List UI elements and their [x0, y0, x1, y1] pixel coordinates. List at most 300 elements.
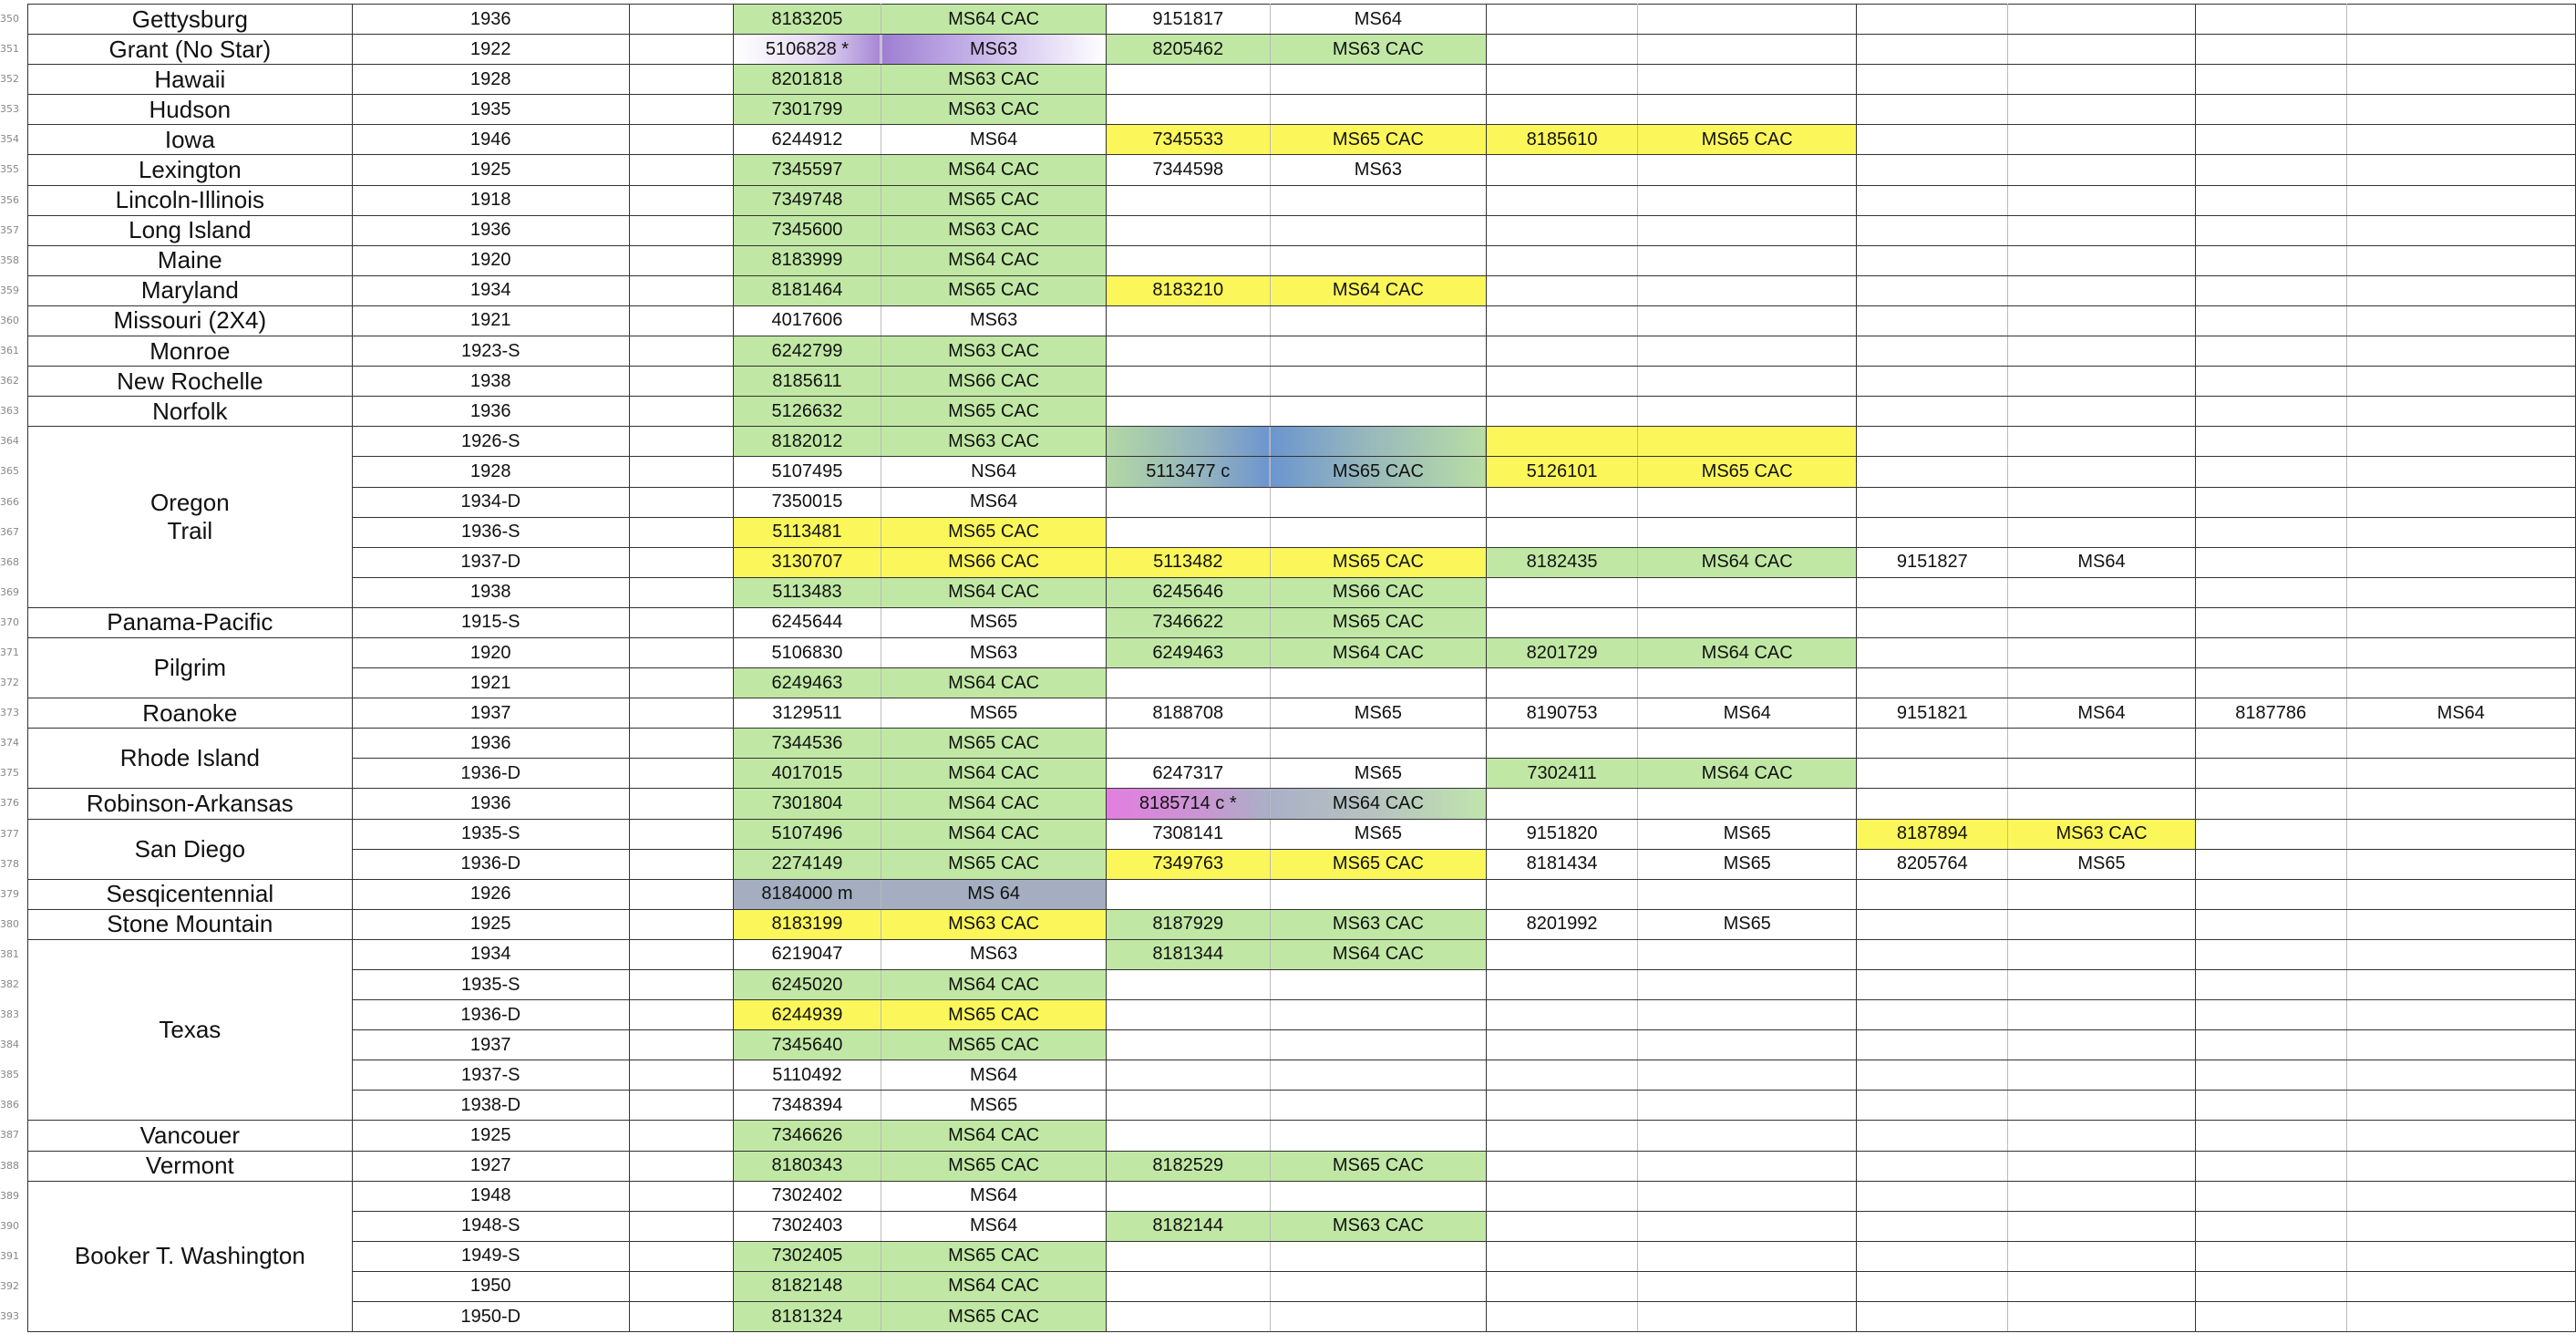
- grade-cell[interactable]: [2346, 1302, 2575, 1332]
- cert-number-cell[interactable]: 7346626: [733, 1121, 881, 1151]
- empty-cell[interactable]: [629, 698, 733, 729]
- grade-cell[interactable]: [2346, 577, 2575, 607]
- commemorative-name-cell[interactable]: [28, 1181, 353, 1331]
- grade-cell[interactable]: [1637, 879, 1857, 909]
- cert-number-cell[interactable]: [1487, 1030, 1638, 1060]
- grade-cell[interactable]: [2346, 1121, 2575, 1151]
- row-number[interactable]: 362: [0, 375, 19, 388]
- year-cell[interactable]: 1937: [352, 1030, 629, 1060]
- row-number[interactable]: 383: [0, 1008, 19, 1021]
- cert-number-cell[interactable]: [2195, 970, 2346, 1000]
- grade-cell[interactable]: MS64: [881, 1181, 1107, 1211]
- cert-number-cell[interactable]: [1106, 1271, 1270, 1301]
- grade-cell[interactable]: MS63 CAC: [881, 909, 1107, 939]
- cert-number-cell[interactable]: 5113482: [1106, 547, 1270, 577]
- grade-cell[interactable]: MS63 CAC: [881, 427, 1107, 457]
- cert-number-cell[interactable]: [1106, 1121, 1270, 1151]
- cert-number-cell[interactable]: [1857, 637, 2008, 667]
- cert-number-cell[interactable]: [1106, 245, 1270, 275]
- grade-cell[interactable]: [2346, 487, 2575, 517]
- grade-cell[interactable]: [2008, 5, 2196, 35]
- grade-cell[interactable]: [2346, 1000, 2575, 1030]
- cert-number-cell[interactable]: [2195, 1000, 2346, 1030]
- cert-number-cell[interactable]: 9151820: [1487, 819, 1638, 849]
- year-cell[interactable]: 1936: [352, 397, 629, 427]
- cert-number-cell[interactable]: 8181324: [733, 1302, 881, 1332]
- cert-number-cell[interactable]: 8187894: [1857, 819, 2008, 849]
- year-cell[interactable]: 1934-D: [352, 487, 629, 517]
- empty-cell[interactable]: [629, 759, 733, 789]
- grade-cell[interactable]: [1637, 185, 1857, 215]
- cert-number-cell[interactable]: [2195, 215, 2346, 245]
- row-number[interactable]: 375: [0, 767, 19, 780]
- empty-cell[interactable]: [629, 577, 733, 607]
- cert-number-cell[interactable]: [2195, 275, 2346, 305]
- grade-cell[interactable]: MS64: [1637, 698, 1857, 729]
- grade-cell[interactable]: [2346, 607, 2575, 637]
- year-cell[interactable]: 1918: [352, 185, 629, 215]
- grade-cell[interactable]: MS65 CAC: [1270, 607, 1487, 637]
- cert-number-cell[interactable]: 9151817: [1106, 5, 1270, 35]
- cert-number-cell[interactable]: 8205764: [1857, 849, 2008, 879]
- grade-cell[interactable]: MS65: [1270, 759, 1487, 789]
- grade-cell[interactable]: MS64 CAC: [881, 245, 1107, 275]
- grade-cell[interactable]: [1637, 155, 1857, 185]
- empty-cell[interactable]: [629, 185, 733, 215]
- grade-cell[interactable]: [1637, 336, 1857, 367]
- cert-number-cell[interactable]: 7344598: [1106, 155, 1270, 185]
- cert-number-cell[interactable]: 8187929: [1106, 909, 1270, 939]
- cert-number-cell[interactable]: [1487, 970, 1638, 1000]
- cert-number-cell[interactable]: [1106, 305, 1270, 336]
- cert-number-cell[interactable]: [1106, 970, 1270, 1000]
- cert-number-cell[interactable]: [1857, 1211, 2008, 1241]
- cert-number-cell[interactable]: [1857, 789, 2008, 819]
- grade-cell[interactable]: [1637, 970, 1857, 1000]
- row-number[interactable]: 359: [0, 284, 19, 296]
- cert-number-cell[interactable]: 5106830: [733, 637, 881, 667]
- cert-number-cell[interactable]: [2195, 35, 2346, 65]
- cert-number-cell[interactable]: 8201729: [1487, 637, 1638, 667]
- row-number[interactable]: 361: [0, 345, 19, 357]
- grade-cell[interactable]: MS66 CAC: [881, 367, 1107, 397]
- cert-number-cell[interactable]: [2195, 729, 2346, 759]
- cert-number-cell[interactable]: 5106828 *: [733, 35, 881, 65]
- grade-cell[interactable]: MS65 CAC: [1270, 1151, 1487, 1181]
- row-number[interactable]: 388: [0, 1159, 19, 1172]
- grade-cell[interactable]: [2008, 729, 2196, 759]
- grade-cell[interactable]: [2008, 1091, 2196, 1121]
- empty-cell[interactable]: [629, 909, 733, 939]
- year-cell[interactable]: 1937-S: [352, 1060, 629, 1091]
- cert-number-cell[interactable]: [1857, 668, 2008, 698]
- year-cell[interactable]: 1936-D: [352, 759, 629, 789]
- empty-cell[interactable]: [629, 1151, 733, 1181]
- cert-number-cell[interactable]: [1857, 1091, 2008, 1121]
- row-number[interactable]: 354: [0, 133, 19, 146]
- empty-cell[interactable]: [629, 5, 733, 35]
- commemorative-name-cell[interactable]: [28, 729, 353, 789]
- grade-cell[interactable]: MS65 CAC: [1270, 457, 1487, 487]
- cert-number-cell[interactable]: 7302405: [733, 1241, 881, 1271]
- cert-number-cell[interactable]: [1487, 305, 1638, 336]
- cert-number-cell[interactable]: [1106, 487, 1270, 517]
- row-number[interactable]: 390: [0, 1219, 19, 1232]
- cert-number-cell[interactable]: [1487, 487, 1638, 517]
- grade-cell[interactable]: [1637, 35, 1857, 65]
- grade-cell[interactable]: [2346, 1271, 2575, 1301]
- cert-number-cell[interactable]: 6249463: [1106, 637, 1270, 667]
- cert-number-cell[interactable]: [2195, 577, 2346, 607]
- grade-cell[interactable]: MS65 CAC: [881, 1302, 1107, 1332]
- cert-number-cell[interactable]: [1487, 245, 1638, 275]
- cert-number-cell[interactable]: 4017606: [733, 305, 881, 336]
- grade-cell[interactable]: [1270, 668, 1487, 698]
- cert-number-cell[interactable]: [1487, 5, 1638, 35]
- empty-cell[interactable]: [629, 305, 733, 336]
- grade-cell[interactable]: [2008, 155, 2196, 185]
- grade-cell[interactable]: [2346, 517, 2575, 547]
- cert-number-cell[interactable]: [1857, 35, 2008, 65]
- grade-cell[interactable]: [1270, 245, 1487, 275]
- cert-number-cell[interactable]: [1487, 1091, 1638, 1121]
- grade-cell[interactable]: MS63: [1270, 155, 1487, 185]
- year-cell[interactable]: 1938: [352, 367, 629, 397]
- grade-cell[interactable]: MS63: [881, 939, 1107, 969]
- grade-cell[interactable]: [1270, 1060, 1487, 1091]
- cert-number-cell[interactable]: 8183210: [1106, 275, 1270, 305]
- row-number[interactable]: 392: [0, 1279, 19, 1292]
- year-cell[interactable]: 1925: [352, 155, 629, 185]
- grade-cell[interactable]: MS64: [1270, 5, 1487, 35]
- empty-cell[interactable]: [629, 95, 733, 125]
- cert-number-cell[interactable]: [1106, 367, 1270, 397]
- grade-cell[interactable]: [2346, 125, 2575, 155]
- empty-cell[interactable]: [629, 1211, 733, 1241]
- year-cell[interactable]: 1936: [352, 789, 629, 819]
- cert-number-cell[interactable]: [1106, 95, 1270, 125]
- grade-cell[interactable]: [1637, 305, 1857, 336]
- year-cell[interactable]: 1936-D: [352, 1000, 629, 1030]
- grade-cell[interactable]: MS64 CAC: [1270, 275, 1487, 305]
- commemorative-name-cell[interactable]: [28, 789, 353, 819]
- year-cell[interactable]: 1925: [352, 1121, 629, 1151]
- grade-cell[interactable]: [1637, 789, 1857, 819]
- grade-cell[interactable]: MS64: [881, 487, 1107, 517]
- cert-number-cell[interactable]: [1487, 1211, 1638, 1241]
- cert-number-cell[interactable]: [1487, 65, 1638, 95]
- cert-number-cell[interactable]: [1857, 275, 2008, 305]
- commemorative-name-cell[interactable]: [28, 245, 353, 275]
- cert-number-cell[interactable]: 8201818: [733, 65, 881, 95]
- grade-cell[interactable]: MS64: [2346, 698, 2575, 729]
- cert-number-cell[interactable]: [2195, 245, 2346, 275]
- cert-number-cell[interactable]: 3129511: [733, 698, 881, 729]
- empty-cell[interactable]: [629, 155, 733, 185]
- row-number[interactable]: 391: [0, 1249, 19, 1262]
- year-cell[interactable]: 1937: [352, 698, 629, 729]
- cert-number-cell[interactable]: 7349748: [733, 185, 881, 215]
- grade-cell[interactable]: MS65: [881, 1091, 1107, 1121]
- cert-number-cell[interactable]: 6244939: [733, 1000, 881, 1030]
- cert-number-cell[interactable]: [1106, 1000, 1270, 1030]
- grade-cell[interactable]: [2008, 668, 2196, 698]
- grade-cell[interactable]: MS65 CAC: [881, 275, 1107, 305]
- grade-cell[interactable]: MS63 CAC: [1270, 1211, 1487, 1241]
- grade-cell[interactable]: [2008, 305, 2196, 336]
- grade-cell[interactable]: MS65 CAC: [881, 1151, 1107, 1181]
- row-number[interactable]: 360: [0, 314, 19, 326]
- cert-number-cell[interactable]: [2195, 397, 2346, 427]
- cert-number-cell[interactable]: [1487, 729, 1638, 759]
- grade-cell[interactable]: [2008, 939, 2196, 969]
- row-number[interactable]: 389: [0, 1189, 19, 1202]
- grade-cell[interactable]: MS64 CAC: [1637, 759, 1857, 789]
- year-cell[interactable]: 1925: [352, 909, 629, 939]
- row-number[interactable]: 382: [0, 978, 19, 990]
- grade-cell[interactable]: [2008, 487, 2196, 517]
- cert-number-cell[interactable]: [1106, 1091, 1270, 1121]
- grade-cell[interactable]: MS64 CAC: [881, 789, 1107, 819]
- cert-number-cell[interactable]: [1106, 336, 1270, 367]
- grade-cell[interactable]: [2008, 1121, 2196, 1151]
- cert-number-cell[interactable]: [1106, 1030, 1270, 1060]
- grade-cell[interactable]: MS64 CAC: [881, 1121, 1107, 1151]
- year-cell[interactable]: 1938-D: [352, 1091, 629, 1121]
- cert-number-cell[interactable]: 7345597: [733, 155, 881, 185]
- grade-cell[interactable]: [2008, 607, 2196, 637]
- cert-number-cell[interactable]: [2195, 1091, 2346, 1121]
- cert-number-cell[interactable]: [1106, 1060, 1270, 1091]
- grade-cell[interactable]: [1270, 1091, 1487, 1121]
- cert-number-cell[interactable]: 8185610: [1487, 125, 1638, 155]
- cert-number-cell[interactable]: [2195, 155, 2346, 185]
- grade-cell[interactable]: [2008, 1271, 2196, 1301]
- year-cell[interactable]: 1946: [352, 125, 629, 155]
- row-number[interactable]: 355: [0, 163, 19, 176]
- empty-cell[interactable]: [629, 879, 733, 909]
- cert-number-cell[interactable]: 9151821: [1857, 698, 2008, 729]
- grade-cell[interactable]: [1637, 1000, 1857, 1030]
- grade-cell[interactable]: [2346, 668, 2575, 698]
- cert-number-cell[interactable]: [2195, 517, 2346, 547]
- cert-number-cell[interactable]: [1487, 185, 1638, 215]
- cert-number-cell[interactable]: [1487, 517, 1638, 547]
- row-number[interactable]: 387: [0, 1129, 19, 1142]
- cert-number-cell[interactable]: 6245646: [1106, 577, 1270, 607]
- grade-cell[interactable]: [2346, 95, 2575, 125]
- cert-number-cell[interactable]: [1857, 970, 2008, 1000]
- commemorative-name-cell[interactable]: [28, 336, 353, 367]
- grade-cell[interactable]: [2008, 275, 2196, 305]
- cert-number-cell[interactable]: 3130707: [733, 547, 881, 577]
- cert-number-cell[interactable]: [2195, 849, 2346, 879]
- cert-number-cell[interactable]: [1857, 1271, 2008, 1301]
- row-number[interactable]: 376: [0, 797, 19, 810]
- grade-cell[interactable]: MS65 CAC: [881, 517, 1107, 547]
- cert-number-cell[interactable]: [1487, 879, 1638, 909]
- grade-cell[interactable]: MS65: [1637, 819, 1857, 849]
- commemorative-name-cell[interactable]: [28, 819, 353, 879]
- empty-cell[interactable]: [629, 1271, 733, 1301]
- empty-cell[interactable]: [629, 336, 733, 367]
- grade-cell[interactable]: [2008, 1181, 2196, 1211]
- grade-cell[interactable]: MS64: [2008, 698, 2196, 729]
- cert-number-cell[interactable]: [2195, 547, 2346, 577]
- cert-number-cell[interactable]: [1857, 1302, 2008, 1332]
- cert-number-cell[interactable]: 8181344: [1106, 939, 1270, 969]
- year-cell[interactable]: 1948-S: [352, 1211, 629, 1241]
- grade-cell[interactable]: MS64 CAC: [881, 759, 1107, 789]
- year-cell[interactable]: 1922: [352, 35, 629, 65]
- grade-cell[interactable]: [1270, 397, 1487, 427]
- cert-number-cell[interactable]: [2195, 336, 2346, 367]
- cert-number-cell[interactable]: [1487, 427, 1638, 457]
- grade-cell[interactable]: [2008, 185, 2196, 215]
- cert-number-cell[interactable]: [1106, 397, 1270, 427]
- cert-number-cell[interactable]: [1487, 789, 1638, 819]
- cert-number-cell[interactable]: [1487, 1181, 1638, 1211]
- cert-number-cell[interactable]: [1487, 336, 1638, 367]
- cert-number-cell[interactable]: 5113483: [733, 577, 881, 607]
- grade-cell[interactable]: [1270, 1121, 1487, 1151]
- row-number[interactable]: 374: [0, 737, 19, 750]
- year-cell[interactable]: 1938: [352, 577, 629, 607]
- year-cell[interactable]: 1928: [352, 457, 629, 487]
- grade-cell[interactable]: MS64 CAC: [881, 970, 1107, 1000]
- year-cell[interactable]: 1935-S: [352, 819, 629, 849]
- row-number[interactable]: 351: [0, 43, 19, 56]
- grade-cell[interactable]: [2346, 939, 2575, 969]
- cert-number-cell[interactable]: [1857, 185, 2008, 215]
- year-cell[interactable]: 1935-S: [352, 970, 629, 1000]
- grade-cell[interactable]: MS65: [1270, 819, 1487, 849]
- grade-cell[interactable]: [1270, 215, 1487, 245]
- cert-number-cell[interactable]: 7301799: [733, 95, 881, 125]
- year-cell[interactable]: 1920: [352, 637, 629, 667]
- cert-number-cell[interactable]: [2195, 305, 2346, 336]
- row-number[interactable]: 357: [0, 223, 19, 236]
- cert-number-cell[interactable]: [1857, 305, 2008, 336]
- grade-cell[interactable]: [2008, 789, 2196, 819]
- cert-number-cell[interactable]: [2195, 1241, 2346, 1271]
- grade-cell[interactable]: [1637, 577, 1857, 607]
- year-cell[interactable]: 1950: [352, 1271, 629, 1301]
- grade-cell[interactable]: [2346, 1060, 2575, 1091]
- cert-number-cell[interactable]: [1106, 517, 1270, 547]
- cert-number-cell[interactable]: [1106, 427, 1270, 457]
- grade-cell[interactable]: [1637, 1060, 1857, 1091]
- grade-cell[interactable]: MS65: [1637, 849, 1857, 879]
- cert-number-cell[interactable]: [1857, 1241, 2008, 1271]
- grade-cell[interactable]: [1637, 1302, 1857, 1332]
- cert-number-cell[interactable]: 7302411: [1487, 759, 1638, 789]
- cert-number-cell[interactable]: [1857, 367, 2008, 397]
- year-cell[interactable]: 1921: [352, 305, 629, 336]
- cert-number-cell[interactable]: [1857, 1181, 2008, 1211]
- row-number[interactable]: 350: [0, 13, 19, 25]
- grade-cell[interactable]: MS64 CAC: [881, 1271, 1107, 1301]
- year-cell[interactable]: 1950-D: [352, 1302, 629, 1332]
- grade-cell[interactable]: [2346, 245, 2575, 275]
- cert-number-cell[interactable]: [2195, 819, 2346, 849]
- cert-number-cell[interactable]: [1857, 427, 2008, 457]
- grade-cell[interactable]: MS64: [881, 1211, 1107, 1241]
- grade-cell[interactable]: [1637, 729, 1857, 759]
- cert-number-cell[interactable]: [1857, 487, 2008, 517]
- cert-number-cell[interactable]: [1857, 5, 2008, 35]
- cert-number-cell[interactable]: [2195, 939, 2346, 969]
- empty-cell[interactable]: [629, 367, 733, 397]
- cert-number-cell[interactable]: [2195, 367, 2346, 397]
- empty-cell[interactable]: [629, 1060, 733, 1091]
- cert-number-cell[interactable]: [1857, 1030, 2008, 1060]
- cert-number-cell[interactable]: 8205462: [1106, 35, 1270, 65]
- row-number[interactable]: 363: [0, 405, 19, 418]
- grade-cell[interactable]: [1637, 245, 1857, 275]
- grade-cell[interactable]: MS65 CAC: [881, 729, 1107, 759]
- grade-cell[interactable]: [2346, 336, 2575, 367]
- empty-cell[interactable]: [629, 1030, 733, 1060]
- cert-number-cell[interactable]: [1487, 397, 1638, 427]
- cert-number-cell[interactable]: 8187786: [2195, 698, 2346, 729]
- cert-number-cell[interactable]: [1857, 215, 2008, 245]
- cert-number-cell[interactable]: 8180343: [733, 1151, 881, 1181]
- cert-number-cell[interactable]: [2195, 457, 2346, 487]
- empty-cell[interactable]: [629, 457, 733, 487]
- empty-cell[interactable]: [629, 35, 733, 65]
- cert-number-cell[interactable]: 7345640: [733, 1030, 881, 1060]
- cert-number-cell[interactable]: [2195, 427, 2346, 457]
- year-cell[interactable]: 1936: [352, 5, 629, 35]
- grade-cell[interactable]: MS65 CAC: [1270, 547, 1487, 577]
- grade-cell[interactable]: [2008, 759, 2196, 789]
- grade-cell[interactable]: MS65 CAC: [1637, 457, 1857, 487]
- grade-cell[interactable]: [2008, 95, 2196, 125]
- year-cell[interactable]: 1927: [352, 1151, 629, 1181]
- cert-number-cell[interactable]: [2195, 759, 2346, 789]
- grade-cell[interactable]: [1637, 65, 1857, 95]
- grade-cell[interactable]: [2008, 215, 2196, 245]
- empty-cell[interactable]: [629, 668, 733, 698]
- cert-number-cell[interactable]: 8185714 c *: [1106, 789, 1270, 819]
- row-number[interactable]: 371: [0, 646, 19, 658]
- cert-number-cell[interactable]: 5126632: [733, 397, 881, 427]
- cert-number-cell[interactable]: 5107495: [733, 457, 881, 487]
- cert-number-cell[interactable]: 5113481: [733, 517, 881, 547]
- cert-number-cell[interactable]: 7302402: [733, 1181, 881, 1211]
- grade-cell[interactable]: [1270, 65, 1487, 95]
- grade-cell[interactable]: MS64 CAC: [881, 155, 1107, 185]
- year-cell[interactable]: 1948: [352, 1181, 629, 1211]
- grade-cell[interactable]: [2008, 1241, 2196, 1271]
- commemorative-name-cell[interactable]: [28, 427, 353, 608]
- grade-cell[interactable]: [2346, 367, 2575, 397]
- cert-number-cell[interactable]: 6244912: [733, 125, 881, 155]
- grade-cell[interactable]: [2346, 789, 2575, 819]
- grade-cell[interactable]: MS63: [881, 35, 1107, 65]
- grade-cell[interactable]: [2008, 1302, 2196, 1332]
- grade-cell[interactable]: [2346, 1181, 2575, 1211]
- cert-number-cell[interactable]: [1487, 1000, 1638, 1030]
- cert-number-cell[interactable]: [1857, 909, 2008, 939]
- cert-number-cell[interactable]: 7302403: [733, 1211, 881, 1241]
- cert-number-cell[interactable]: 4017015: [733, 759, 881, 789]
- row-number[interactable]: 353: [0, 103, 19, 116]
- grade-cell[interactable]: [1637, 1091, 1857, 1121]
- cert-number-cell[interactable]: [2195, 637, 2346, 667]
- commemorative-name-cell[interactable]: [28, 1151, 353, 1181]
